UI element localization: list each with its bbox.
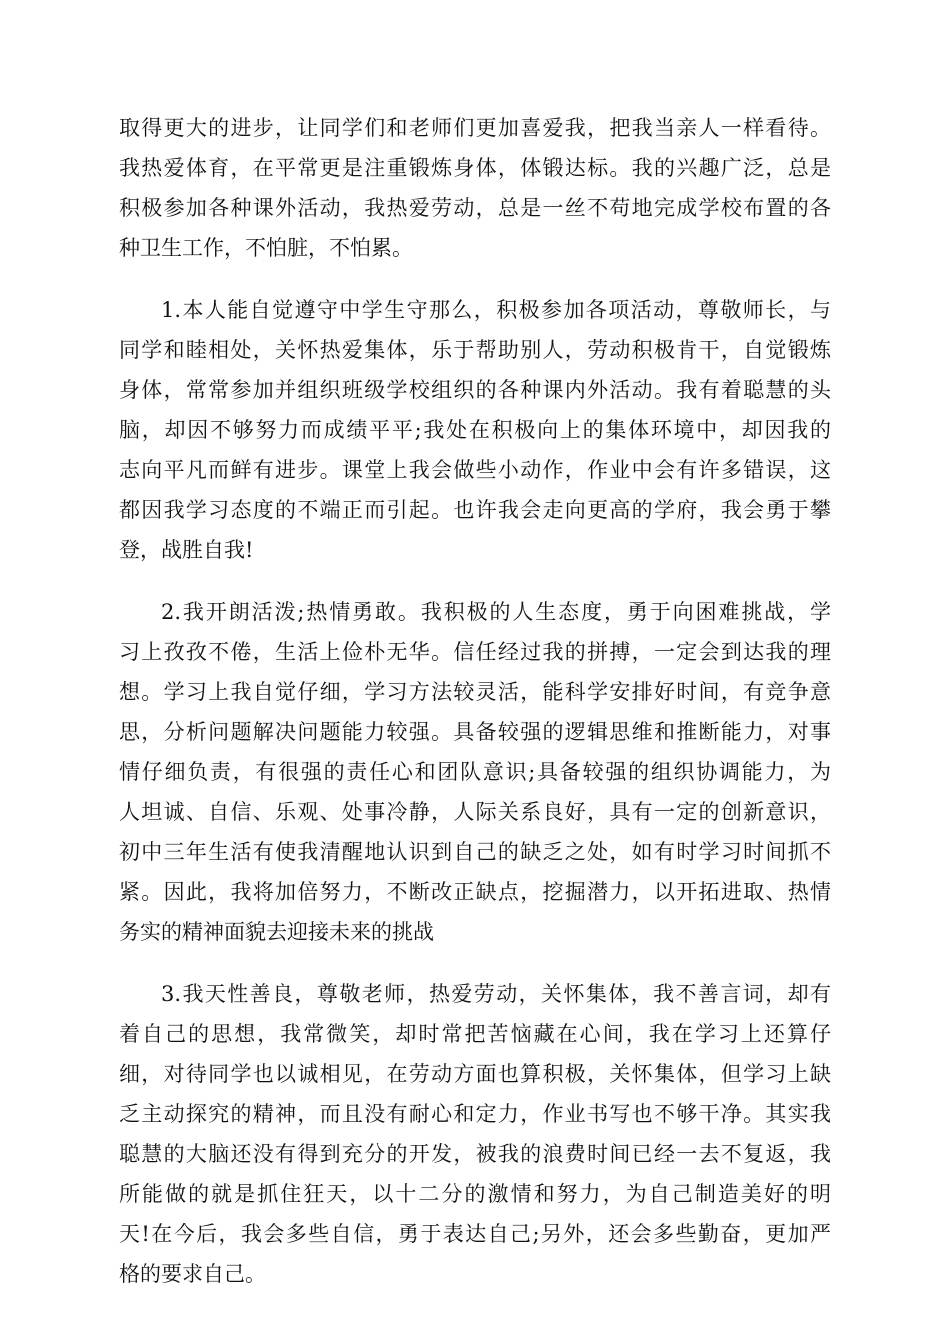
intro-line-1: 取得更大的进步，让同学们和老师们更加喜爱我，把我当亲人一样看待。 xyxy=(119,116,831,140)
paragraph3-line-3: 细，对待同学也以诚相见，在劳动方面也算积极，关怀集体，但学习上缺 xyxy=(119,1062,831,1086)
paragraph3-line-7: 天!在今后，我会多些自信，勇于表达自己;另外，还会多些勤奋，更加严 xyxy=(119,1222,831,1246)
paragraph2-line-2: 习上孜孜不倦，生活上俭朴无华。信任经过我的拼搏，一定会到达我的理 xyxy=(119,640,831,664)
paragraph1-line-1: 1.本人能自觉遵守中学生守那么，积极参加各项活动，尊敬师长，与 xyxy=(161,298,831,322)
paragraph1-line-5: 志向平凡而鲜有进步。课堂上我会做些小动作，作业中会有许多错误，这 xyxy=(119,458,831,482)
paragraph3-line-1: 3.我天性善良，尊敬老师，热爱劳动，关怀集体，我不善言词，却有 xyxy=(161,982,831,1006)
paragraph2-line-3: 想。学习上我自觉仔细，学习方法较灵活，能科学安排好时间，有竞争意 xyxy=(119,680,831,704)
paragraph1-line-6: 都因我学习态度的不端正而引起。也许我会走向更高的学府，我会勇于攀 xyxy=(119,498,831,522)
paragraph3-line-5: 聪慧的大脑还没有得到充分的开发，被我的浪费时间已经一去不复返，我 xyxy=(119,1142,831,1166)
intro-line-3: 积极参加各种课外活动，我热爱劳动，总是一丝不苟地完成学校布置的各 xyxy=(119,196,831,220)
paragraph2-line-9: 务实的精神面貌去迎接未来的挑战 xyxy=(119,920,434,944)
paragraph1-line-2: 同学和睦相处，关怀热爱集体，乐于帮助别人，劳动积极肯干，自觉锻炼 xyxy=(119,338,831,362)
paragraph2-line-4: 思，分析问题解决问题能力较强。具备较强的逻辑思维和推断能力，对事 xyxy=(119,720,831,744)
paragraph1-line-4: 脑，却因不够努力而成绩平平;我处在积极向上的集体环境中，却因我的 xyxy=(119,418,831,442)
intro-line-4: 种卫生工作，不怕脏，不怕累。 xyxy=(119,236,413,260)
paragraph2-line-1: 2.我开朗活泼;热情勇敢。我积极的人生态度，勇于向困难挑战，学 xyxy=(161,600,831,624)
paragraph2-line-8: 紧。因此，我将加倍努力，不断改正缺点，挖掘潜力，以开拓进取、热情 xyxy=(119,880,831,904)
paragraph3-line-6: 所能做的就是抓住狂天，以十二分的激情和努力，为自己制造美好的明 xyxy=(119,1182,831,1206)
paragraph3-line-2: 着自己的思想，我常微笑，却时常把苦恼藏在心间，我在学习上还算仔 xyxy=(119,1022,831,1046)
paragraph2-line-6: 人坦诚、自信、乐观、处事冷静，人际关系良好，具有一定的创新意识， xyxy=(119,800,831,824)
paragraph3-line-4: 乏主动探究的精神，而且没有耐心和定力，作业书写也不够干净。其实我 xyxy=(119,1102,831,1126)
paragraph2-line-5: 情仔细负责，有很强的责任心和团队意识;具备较强的组织协调能力，为 xyxy=(119,760,831,784)
intro-line-2: 我热爱体育，在平常更是注重锻炼身体，体锻达标。我的兴趣广泛，总是 xyxy=(119,156,831,180)
paragraph3-line-8: 格的要求自己。 xyxy=(119,1262,266,1286)
paragraph1-line-3: 身体，常常参加并组织班级学校组织的各种课内外活动。我有着聪慧的头 xyxy=(119,378,831,402)
paragraph1-line-7: 登，战胜自我! xyxy=(119,538,254,562)
paragraph2-line-7: 初中三年生活有使我清醒地认识到自己的缺乏之处，如有时学习时间抓不 xyxy=(119,840,831,864)
